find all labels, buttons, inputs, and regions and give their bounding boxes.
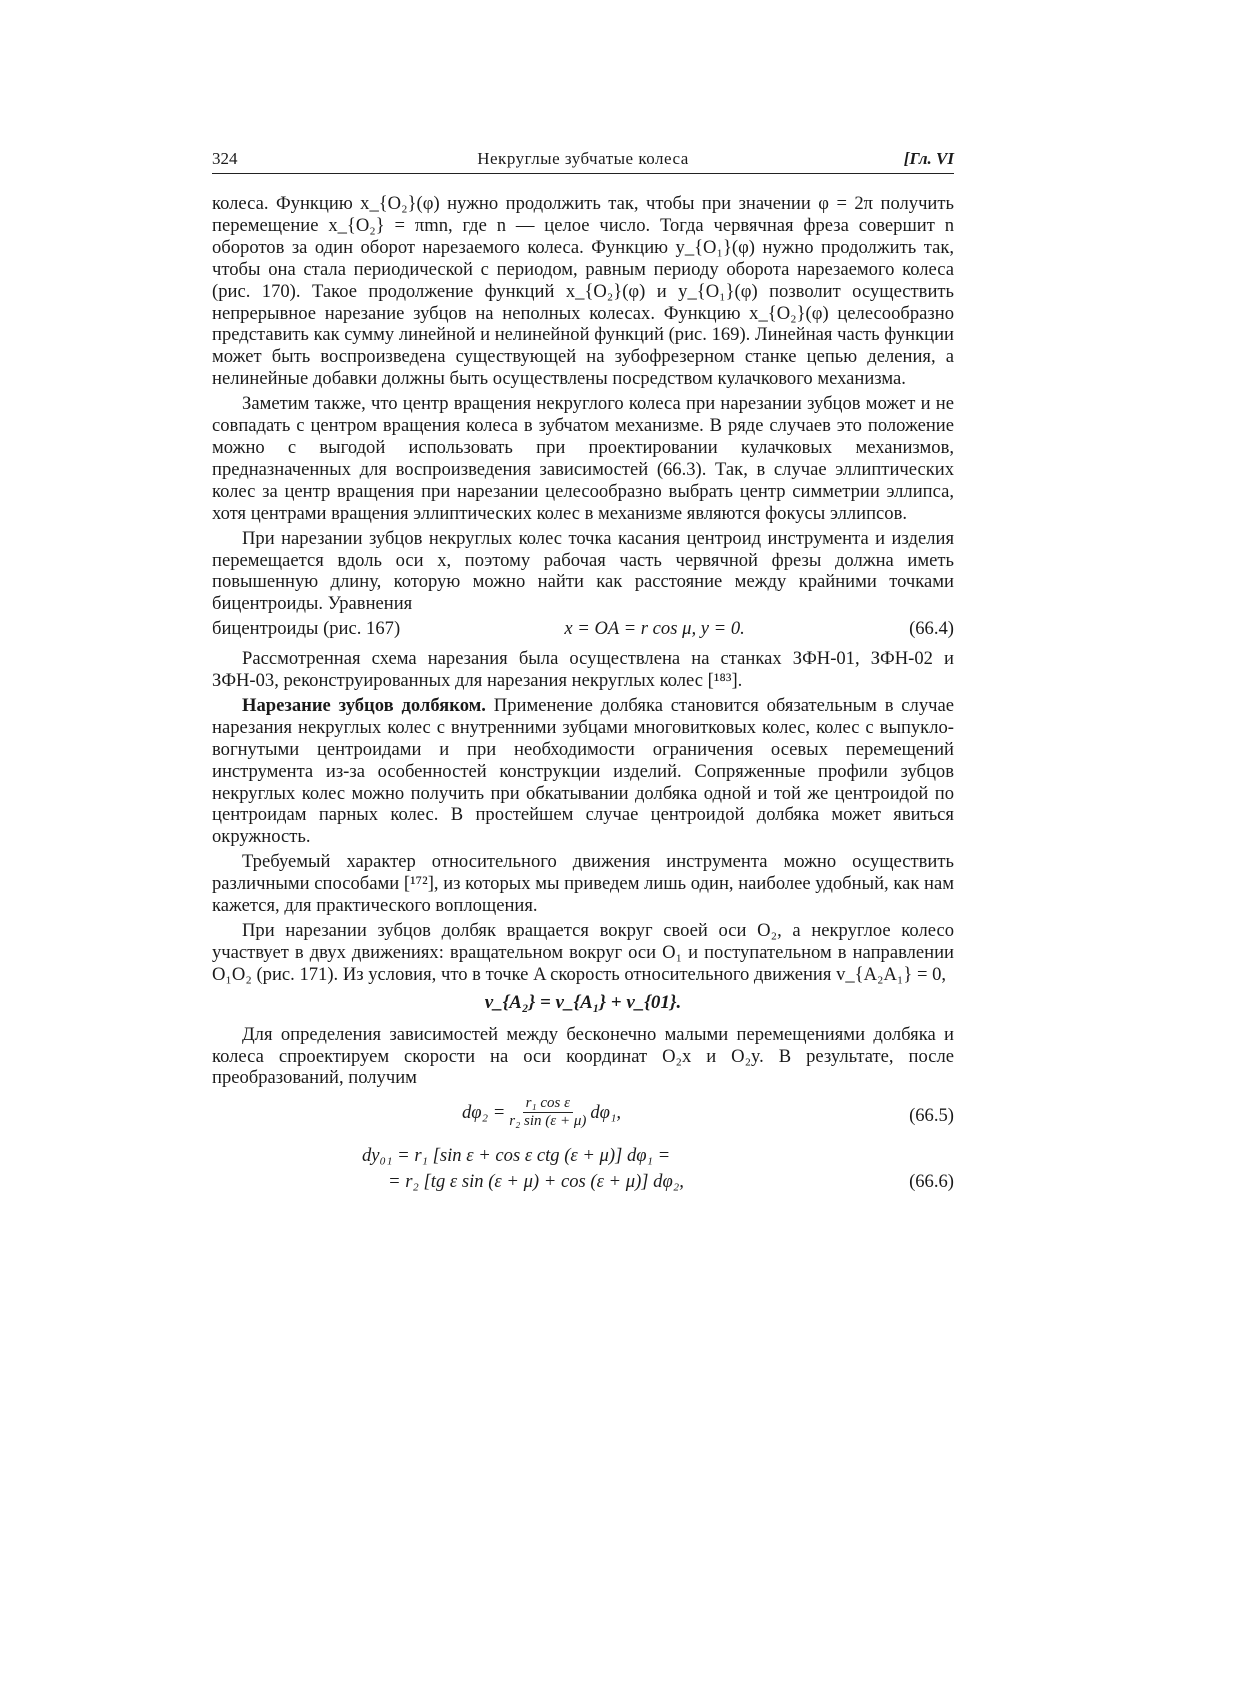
equation-66-6 — [212, 1145, 954, 1195]
paragraph-1: колеса. Функцию x_{O₂}(φ) нужно продолжить так, чтобы при значении φ = 2π получить перемещение x_{O₂} = πmn, где n — целое число. Тогда червячная фреза совершит n оборотов за один оборот нарезаемого колеса. Функцию y_{O₁}(φ) нужно продолжить так, чтобы она стала периодической с периодом, равным периоду оборота нарезаемого колеса (рис. 170). Такое продолжение функций x_{O₂}(φ) и y_{O₁}(φ) позволит осуществить непрерывное нарезание зубцов на неполных колесах. Функцию x_{O₂}(φ) целесообразно представить как сумму линейной и нелинейной функций (рис. 169). Линейная часть функции может быть воспроизведена существующей на зубофрезерном станке цепью деления, а нелинейные добавки должны быть осуществлены посредством кулачкового механизма. — [212, 193, 954, 390]
equation-66-4-line — [212, 618, 954, 640]
equation-66-6-line-1: dy₀₁ = r₁ [sin ε + cos ε ctg (ε + μ)] dφ₁ = — [362, 1145, 671, 1167]
equation-66-5-rhs: dφ₁, — [590, 1101, 622, 1123]
chapter-label: [Гл. VI — [903, 149, 954, 168]
paragraph-3: При нарезании зубцов некруглых колес точка касания центроид инструмента и изделия перемещается вдоль оси x, поэтому рабочая часть червячной фрезы должна иметь повышенную длину, которую можно найти как расстояние между крайними точками бицентроиды. Уравнения — [212, 527, 954, 615]
equation-66-5-fraction — [509, 1095, 586, 1130]
velocity-equation: v_{A₂} = v_{A₁} + v_{01}. — [484, 991, 682, 1013]
page-header — [212, 147, 954, 174]
paragraph-5-text: Применение долбяка становится обязательным в случае нарезания некруглых колес с внутренними зубцами многовитковых колес, колес с выпукло-вогнутыми центроидами и при необходимости ограничения осевых перемещений инструмента из-за особенностей конструкции изделий. Сопряженные профили зубцов некруглых колес можно получить при обкатывании долбяка одной и той же центроидой по центроидам парных колес. В простейшем случае центроидой долбяка может явиться окружность. — [212, 694, 954, 848]
section-heading: Нарезание зубцов долбяком. — [242, 694, 486, 716]
equation-66-6-line-2: = r₂ [tg ε sin (ε + μ) + cos (ε + μ)] dφ₂, — [388, 1171, 684, 1193]
running-title: Некруглые зубчатые колеса — [477, 149, 689, 168]
equation-66-5-number: (66.5) — [909, 1105, 954, 1127]
equation-66-6-number: (66.6) — [909, 1171, 954, 1193]
paragraph-7: При нарезании зубцов долбяк вращается вокруг своей оси O₂, а некруглое колесо участвует в двух движениях: вращательном вокруг оси O₁ и поступательном в направлении O₁O₂ (рис. 171). Из условия, что в точке A скорость относительного движения v_{A₂A₁} = 0, — [212, 920, 954, 985]
equation-66-4-number: (66.4) — [909, 618, 954, 640]
paragraph-4: Рассмотренная схема нарезания была осуществлена на станках ЗФН-01, ЗФН-02 и ЗФН-03, реконструированных для нарезания некруглых колес [¹⁸³]. — [212, 648, 954, 692]
equation-66-4: x = OA = r cos μ, y = 0. — [564, 618, 745, 640]
paragraph-2: Заметим также, что центр вращения некруглого колеса при нарезании зубцов может и не совпадать с центром вращения колеса в зубчатом механизме. В ряде случаев это положение можно с выгодой использовать при проектировании кулачковых механизмов, предназначенных для воспроизведения зависимостей (66.3). Так, в случае эллиптических колес за центр вращения при нарезании целесообразно выбрать центр симметрии эллипса, хотя центрами вращения эллиптических колес в механизме являются фокусы эллипсов. — [212, 393, 954, 524]
fraction-numerator: r₁ cos ε — [523, 1095, 573, 1113]
fraction-denominator: r₂ sin (ε + μ) — [509, 1113, 587, 1130]
equation-66-5 — [212, 1095, 954, 1139]
page-body — [212, 193, 954, 1199]
paragraph-6: Требуемый характер относительного движения инструмента можно осуществить различными способами [¹⁷²], из которых мы приведем лишь один, наиболее удобный, как нам кажется, для практического воплощения. — [212, 851, 954, 917]
paragraph-3-tail: бицентроиды (рис. 167) — [212, 618, 401, 640]
equation-66-5-lhs: dφ₂ = — [462, 1101, 506, 1123]
paragraph-8: Для определения зависимостей между бесконечно малыми перемещениями долбяка и колеса спроектируем скорости на оси координат O₂x и O₂y. В результате, после преобразований, получим — [212, 1023, 954, 1089]
page-number: 324 — [212, 149, 238, 168]
paragraph-5 — [212, 695, 954, 848]
